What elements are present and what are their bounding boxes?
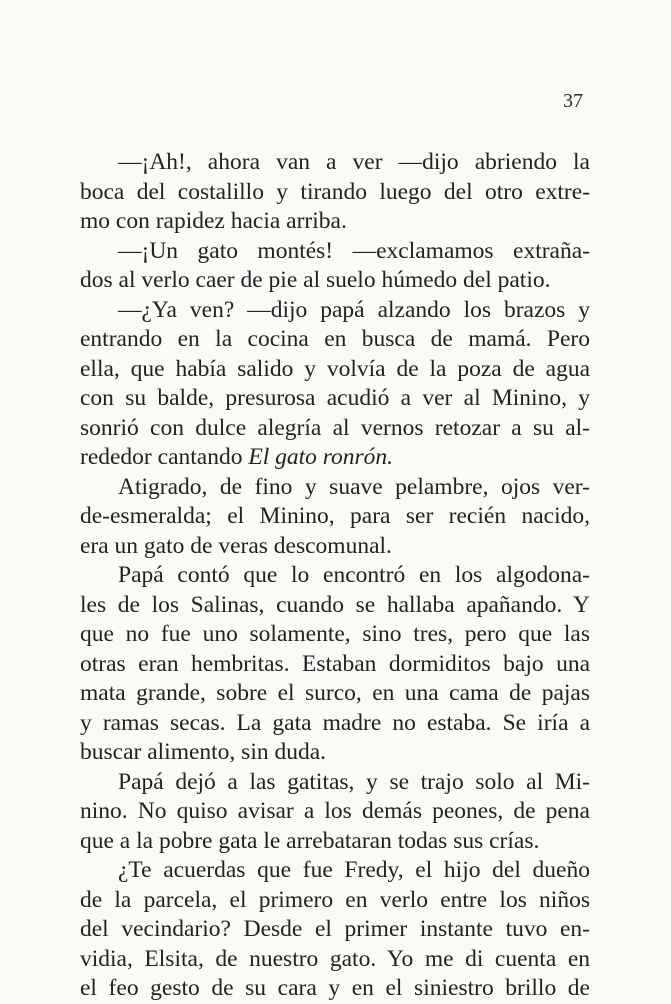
- text-line-content: buscar alimento, sin duda.: [80, 739, 327, 765]
- text-line: [80, 591, 590, 621]
- text-line: [80, 532, 590, 562]
- text-line-content: del vecindario? Desde el primer instante tuvo en-: [80, 916, 590, 942]
- text-line: [80, 945, 590, 975]
- text-line-content: que no fue uno solamente, sino tres, pero que las: [80, 621, 590, 647]
- text-line-content: el feo gesto de su cara y en el siniestro brillo de: [80, 975, 590, 1001]
- book-title-italic: El gato ronrón.: [248, 444, 394, 470]
- text-line: [80, 207, 590, 237]
- text-line: [80, 827, 590, 857]
- text-line: [80, 738, 590, 768]
- text-line: [80, 237, 590, 267]
- text-line: [80, 886, 590, 916]
- text-line-content: mo con rapidez hacia arriba.: [80, 208, 347, 234]
- text-line-content: dos al verlo caer de pie al suelo húmedo del patio.: [80, 267, 551, 293]
- text-line-content: —¡Ah!, ahora van a ver —dijo abriendo la: [118, 149, 590, 175]
- text-line-content: Papá contó que lo encontró en los algodona-: [118, 562, 590, 588]
- text-line: [80, 561, 590, 591]
- text-line-content: ¿Te acuerdas que fue Fredy, el hijo del dueño: [118, 857, 590, 883]
- text-line: [80, 414, 590, 444]
- text-line: [80, 473, 590, 503]
- text-line: [80, 355, 590, 385]
- page-number: 37: [563, 90, 583, 112]
- text-line: [80, 443, 590, 473]
- text-line: [80, 178, 590, 208]
- text-line: [80, 384, 590, 414]
- text-line: [80, 709, 590, 739]
- text-line: [80, 620, 590, 650]
- text-line: [80, 296, 590, 326]
- body-text: [80, 148, 590, 1004]
- text-line-content: que a la pobre gata le arrebataran todas sus crías.: [80, 827, 540, 854]
- text-line-content: nino. No quiso avisar a los demás peones, de pena: [80, 798, 590, 824]
- text-line: [80, 502, 590, 532]
- text-line-content: rededor cantando: [80, 444, 249, 470]
- text-line-content: mata grande, sobre el surco, en una cama de pajas: [80, 680, 590, 706]
- text-line: [80, 650, 590, 680]
- text-line-content: —¡Un gato montés! —exclamamos extraña-: [118, 237, 590, 264]
- text-line-content: de-esmeralda; el Minino, para ser recién nacido,: [80, 503, 590, 529]
- text-line-content: entrando en la cocina en busca de mamá. Pero: [80, 326, 590, 352]
- text-line-content: —¿Ya ven? —dijo papá alzando los brazos y: [118, 296, 590, 323]
- text-line-content: boca del costalillo y tirando luego del otro extre-: [80, 178, 590, 205]
- text-line: [80, 266, 590, 296]
- text-line: [80, 325, 590, 355]
- text-line-content: y ramas secas. La gata madre no estaba. Se iría a: [80, 709, 590, 736]
- text-line: [80, 915, 590, 945]
- text-line-content: Atigrado, de fino y suave pelambre, ojos ver-: [118, 473, 590, 500]
- text-line-content: les de los Salinas, cuando se hallaba apañando. Y: [80, 591, 590, 618]
- text-line-content: ella, que había salido y volvía de la poza de agua: [80, 355, 590, 382]
- text-line-content: Papá dejó a las gatitas, y se trajo solo al Mi-: [118, 768, 590, 795]
- text-line: [80, 768, 590, 798]
- text-line-content: sonrió con dulce alegría al vernos retozar a su al-: [80, 414, 590, 441]
- text-line: [80, 797, 590, 827]
- text-line-content: con su balde, presurosa acudió a ver al Minino, y: [80, 385, 590, 411]
- text-line: [80, 974, 590, 1004]
- text-line-content: era un gato de veras descomunal.: [80, 532, 392, 559]
- text-line: [80, 148, 590, 178]
- text-line-content: otras eran hembritas. Estaban dormiditos bajo una: [80, 650, 590, 677]
- text-line-content: vidia, Elsita, de nuestro gato. Yo me di cuenta en: [80, 945, 590, 972]
- text-line: [80, 679, 590, 709]
- text-line-content: de la parcela, el primero en verlo entre los niños: [80, 886, 590, 913]
- text-line: [80, 856, 590, 886]
